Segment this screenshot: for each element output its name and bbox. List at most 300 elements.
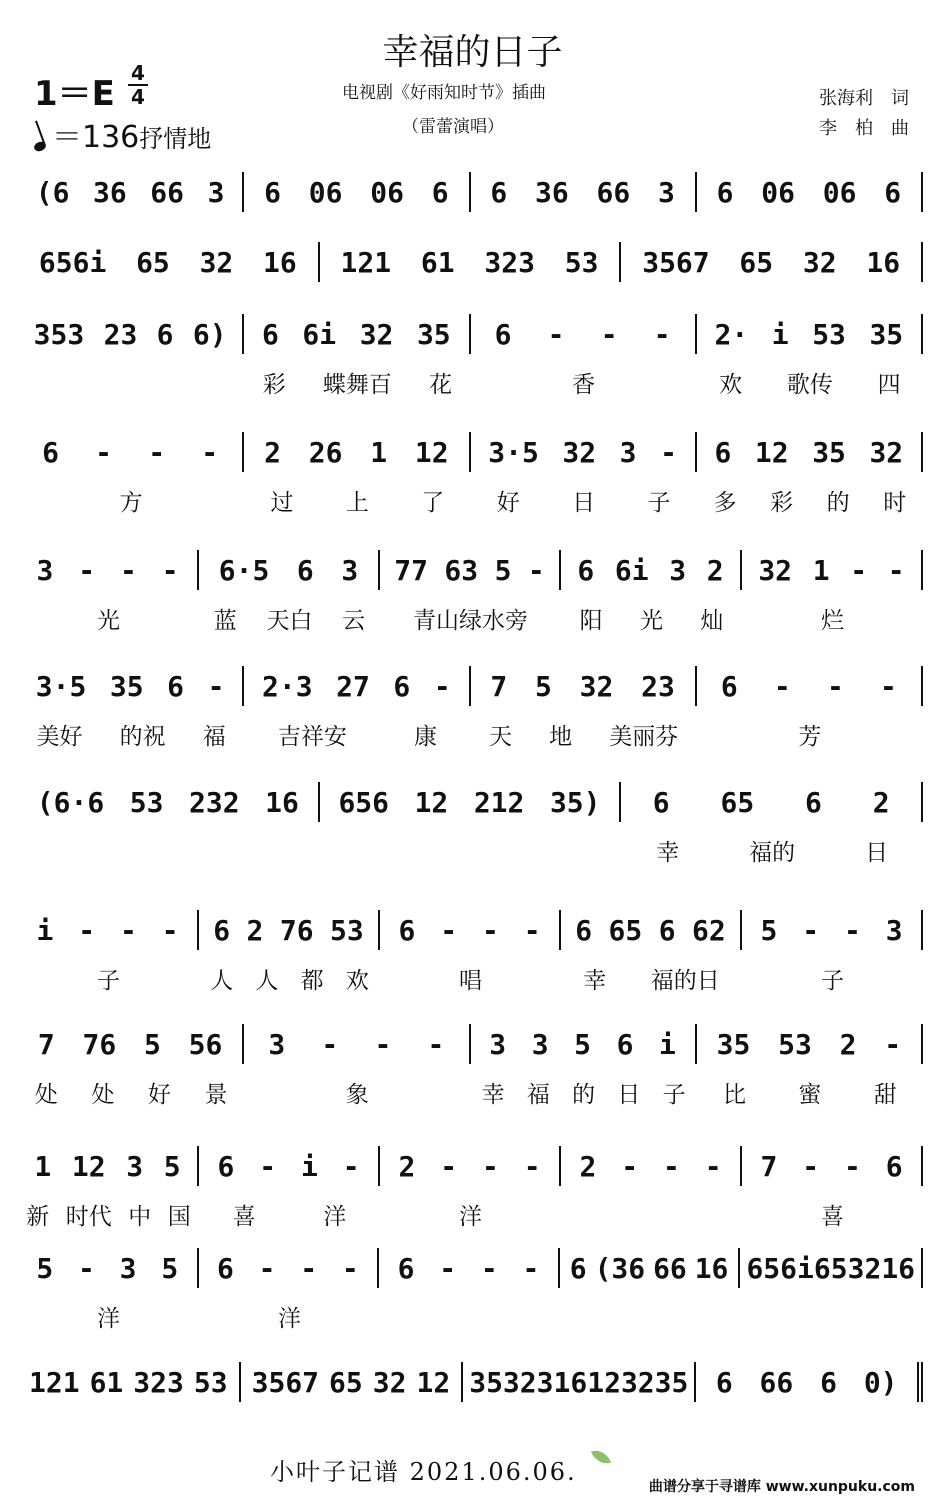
note-group: 3: [885, 913, 903, 947]
lyric-measure: [561, 1300, 742, 1333]
lyric-measure: [18, 484, 244, 517]
note-group: 1: [370, 435, 388, 469]
note-group: -: [704, 1149, 722, 1183]
lyric-word: 福的: [749, 840, 796, 866]
note-group: 12: [414, 785, 449, 819]
measure: [377, 1248, 558, 1288]
note-group: 6: [264, 175, 281, 209]
lyric-word: 福的日: [650, 968, 720, 994]
lyric-measure: [199, 1198, 380, 1231]
note-group: 1: [34, 1149, 52, 1183]
singer: （雷蕾演唱）: [402, 117, 504, 137]
lyric-measure: [471, 718, 697, 751]
lyric-word: 人: [255, 968, 279, 994]
note-group: 32: [758, 553, 793, 587]
lyric-word: 青山绿水旁: [413, 608, 528, 634]
note-group: 5: [494, 553, 512, 587]
measure: [242, 1024, 468, 1064]
note-group: 1612: [553, 1365, 621, 1399]
lyric-word: 象: [345, 1082, 369, 1108]
note-group: 6: [820, 1365, 837, 1399]
lyric-word: 国: [167, 1204, 191, 1230]
lyric-measure: [320, 834, 622, 867]
note-group: 36: [535, 175, 569, 209]
lyrics-line: [18, 834, 923, 867]
lyric-word: 幸: [583, 968, 607, 994]
note-group: -: [887, 553, 905, 587]
note-group: 6: [805, 785, 822, 819]
notes-line: [18, 1360, 923, 1404]
lyrics-line: [18, 1300, 923, 1333]
lyric-word: 天: [489, 724, 513, 750]
note-group: -: [258, 1251, 276, 1285]
note-group: -: [600, 317, 618, 351]
note-group: 23: [641, 669, 675, 703]
note-group: -: [119, 913, 137, 947]
note-group: -: [523, 1149, 541, 1183]
note-group: 3567: [251, 1365, 320, 1399]
note-group: 323: [133, 1365, 184, 1399]
note-group: 12: [754, 435, 789, 469]
note-group: 26: [308, 435, 343, 469]
note-group: 5: [535, 669, 552, 703]
note-group: 3: [669, 553, 687, 587]
note-group: 7: [760, 1149, 778, 1183]
note-group: 5: [143, 1027, 161, 1061]
note-group: 6: [716, 175, 734, 209]
note-group: 6: [714, 435, 732, 469]
note-group: 6·5: [218, 553, 270, 587]
measure: [378, 550, 559, 590]
note-group: -: [119, 553, 137, 587]
note-group: 23: [103, 317, 138, 351]
lyric-word: 彩: [770, 490, 794, 516]
note-group: 2: [872, 785, 890, 819]
note-group: 32: [562, 435, 597, 469]
note-group: 6): [192, 317, 227, 351]
note-group: 53: [193, 1365, 228, 1399]
lyric-word: 烂: [821, 608, 844, 634]
note-group: 16: [881, 1251, 916, 1285]
lyric-word: 的: [826, 490, 850, 516]
note-group: 2: [246, 913, 264, 947]
lyric-measure: [18, 834, 320, 867]
note-group: 5: [36, 1251, 54, 1285]
measure: [197, 550, 378, 590]
note-group: 7: [490, 669, 508, 703]
note-group: i: [300, 1149, 318, 1183]
note-group: 16: [263, 245, 297, 279]
note-group: 6: [42, 435, 59, 469]
score-row: [18, 312, 923, 398]
note-group: 53: [778, 1027, 812, 1061]
measure: [18, 1362, 239, 1402]
score-row: [18, 1022, 923, 1108]
notes-line: [18, 312, 923, 356]
note-group: 27: [336, 669, 370, 703]
lyric-measure: [199, 1300, 380, 1333]
measure: [18, 666, 242, 706]
lyric-word: 子: [97, 968, 120, 994]
note-group: 6: [213, 913, 231, 947]
note-group: 2: [398, 1149, 416, 1183]
note-group: 656: [338, 785, 390, 819]
note-group: 65: [720, 785, 755, 819]
lyric-measure: [18, 366, 244, 399]
note-group: -: [259, 1149, 277, 1183]
lyric-word: 人: [210, 968, 234, 994]
note-group: 6: [652, 785, 670, 819]
measure: [18, 172, 242, 212]
composer: 李 柏 曲: [819, 118, 909, 139]
note-group: -: [527, 553, 545, 587]
lyric-word: 喜: [232, 1204, 256, 1230]
measure: [242, 314, 468, 354]
score-row: [18, 664, 923, 750]
lyric-word: 日: [617, 1082, 641, 1108]
lyric-word: 光: [97, 608, 120, 634]
note-group: 12: [414, 435, 449, 469]
measure: [242, 666, 468, 706]
note-group: -: [440, 913, 458, 947]
note-group: 77: [394, 553, 428, 587]
lyric-word: 康: [413, 724, 437, 750]
lyric-measure: [244, 718, 470, 751]
note-group: 2: [264, 435, 281, 469]
note-group: -: [78, 553, 96, 587]
note-group: 06: [761, 175, 795, 209]
note-group: 121: [340, 245, 392, 279]
measure: [318, 782, 620, 822]
note-group: 1: [812, 553, 830, 587]
lyric-word: 幸: [656, 840, 680, 866]
score-row: [18, 1360, 923, 1422]
notes-line: [18, 240, 923, 284]
lyric-word: 新: [26, 1204, 50, 1230]
note-group: -: [78, 913, 96, 947]
note-group: -: [374, 1027, 392, 1061]
note-group: 5: [574, 1027, 592, 1061]
note-group: 5: [161, 1251, 179, 1285]
note-group: 6: [494, 317, 512, 351]
lyric-word: 福: [202, 724, 226, 750]
note-group: -: [481, 1149, 499, 1183]
lyric-word: 喜: [821, 1204, 844, 1230]
lyric-word: 地: [549, 724, 573, 750]
note-group: 66: [759, 1365, 794, 1399]
note-group: -: [653, 317, 671, 351]
note-group: -: [321, 1027, 339, 1061]
measure: [559, 550, 740, 590]
note-group: 6: [569, 1251, 587, 1285]
lyric-word: 美丽芬: [609, 724, 679, 750]
lyric-word: 香: [572, 372, 596, 398]
meter-bottom: 4: [128, 84, 148, 108]
note-group: 5: [163, 1149, 181, 1183]
note-group: 36: [93, 175, 127, 209]
lyrics-line: [18, 962, 923, 995]
lyric-word: 上: [345, 490, 369, 516]
lyric-measure: [199, 962, 380, 995]
lyric-measure: [244, 366, 470, 399]
note-group: 32: [359, 317, 394, 351]
lyrics-line: [18, 718, 923, 751]
lyric-word: 灿: [700, 608, 724, 634]
note-group: -: [621, 1149, 639, 1183]
lyric-word: 洋: [97, 1306, 120, 1332]
lyric-measure: [621, 834, 923, 867]
lyric-measure: [18, 1198, 199, 1231]
notes-line: [18, 1022, 923, 1066]
note-group: i: [36, 913, 54, 947]
lyric-word: 都: [300, 968, 324, 994]
lyric-word: 甜: [873, 1082, 897, 1108]
lyric-measure: [471, 366, 697, 399]
lyric-measure: [697, 366, 923, 399]
measure: [695, 172, 923, 212]
note-group: 6: [884, 175, 902, 209]
note-group: 2: [579, 1149, 597, 1183]
note-group: 61: [420, 245, 455, 279]
note-group: -: [660, 435, 677, 469]
note-group: -: [843, 913, 861, 947]
lyric-word: 好: [496, 490, 520, 516]
note-group: 6: [577, 553, 595, 587]
note-group: 53: [564, 245, 599, 279]
note-group: -: [547, 317, 565, 351]
score-row: [18, 548, 923, 634]
key-signature: 1＝E: [34, 74, 115, 114]
note-group: 3: [126, 1149, 144, 1183]
note-group: 5: [760, 913, 778, 947]
note-group: 656i: [38, 245, 107, 279]
note-group: 62: [692, 913, 726, 947]
lyric-word: 吉祥安: [277, 724, 347, 750]
lyric-word: 过: [270, 490, 294, 516]
lyric-word: 时代: [65, 1204, 112, 1230]
note-group: 06: [370, 175, 404, 209]
note-group: -: [201, 435, 219, 469]
note-group: 6: [398, 913, 416, 947]
note-group: -: [207, 669, 225, 703]
score-row: [18, 170, 923, 232]
note-group: 3: [36, 553, 54, 587]
note-group: 3567: [642, 245, 710, 279]
note-group: -: [802, 1149, 820, 1183]
lyric-word: 花: [428, 372, 452, 398]
song-title: 幸福的日子: [382, 32, 563, 73]
measure: [378, 910, 559, 950]
note-group: 353: [469, 1365, 520, 1399]
lyric-measure: [18, 962, 199, 995]
note-group: 6: [217, 1149, 235, 1183]
notes-line: [18, 1246, 923, 1290]
note-group: -: [480, 1251, 498, 1285]
score-row: [18, 780, 923, 866]
note-group: 6: [885, 1149, 903, 1183]
note-group: 56: [188, 1027, 223, 1061]
measure: [740, 1146, 923, 1186]
lyric-word: 欢: [345, 968, 369, 994]
lyric-word: 唱: [459, 968, 482, 994]
note-group: 3: [489, 1027, 507, 1061]
note-group: 6: [658, 913, 676, 947]
subtitle: 电视剧《好雨知时节》插曲: [342, 83, 546, 103]
lyric-measure: [244, 1076, 470, 1109]
lyric-word: 四: [877, 372, 901, 398]
measure: [318, 242, 620, 282]
note-group: 35: [416, 317, 451, 351]
lyrics-line: [18, 366, 923, 399]
lyric-word: 云: [342, 608, 366, 634]
note-group: 16: [265, 785, 299, 819]
lyrics-line: [18, 1198, 923, 1231]
lyric-word: 歌传: [786, 372, 833, 398]
measure: [18, 314, 242, 354]
lyric-measure: [18, 1300, 199, 1333]
note-group: 232: [189, 785, 240, 819]
lyric-word: 洋: [278, 1306, 301, 1332]
measure: [18, 1146, 197, 1186]
notes-line: [18, 1144, 923, 1188]
lyric-word: 幸: [481, 1082, 505, 1108]
note-group: 121: [29, 1365, 80, 1399]
note-group: 6i: [302, 317, 337, 351]
lyric-word: 洋: [459, 1204, 482, 1230]
note-group: 3·5: [35, 669, 87, 703]
note-group: 16: [866, 245, 901, 279]
note-group: 12: [71, 1149, 106, 1183]
note-group: (36: [594, 1251, 646, 1285]
lyric-word: 处: [91, 1082, 115, 1108]
lyric-measure: [244, 484, 470, 517]
note-group: 66: [653, 1251, 687, 1285]
note-group: 3·5: [488, 435, 539, 469]
note-group: 53: [129, 785, 164, 819]
note-group: (6·6: [36, 785, 105, 819]
note-group: -: [148, 435, 166, 469]
note-group: 6: [393, 669, 411, 703]
lyric-word: 子: [647, 490, 671, 516]
measure: [695, 432, 923, 472]
meter-top: 4: [131, 61, 145, 85]
note-group: 61: [89, 1365, 124, 1399]
lyric-measure: [742, 602, 923, 635]
measure: [18, 1248, 197, 1288]
note-group: 2·: [714, 317, 749, 351]
lyric-word: 欢: [719, 372, 743, 398]
lyric-word: 光: [639, 608, 663, 634]
note-group: -: [427, 1027, 445, 1061]
lyric-measure: [471, 1076, 697, 1109]
lyric-word: 洋: [323, 1204, 347, 1230]
note-group: 65: [739, 245, 774, 279]
score-row: [18, 1144, 923, 1230]
tempo-marking: [34, 112, 211, 156]
site-credit: 曲谱分享于寻谱库 www.xunpuku.com: [648, 1479, 915, 1495]
lyric-word: 蜜: [798, 1082, 822, 1108]
note-group: 63: [444, 553, 479, 587]
transcriber-signature: 小叶子记谱 2021.06.06.: [270, 1458, 577, 1486]
lyric-word: 好: [147, 1082, 171, 1108]
note-group: 2: [839, 1027, 857, 1061]
lyric-measure: [380, 1300, 561, 1333]
lyric-word: 了: [421, 490, 445, 516]
measure: [619, 782, 923, 822]
note-group: -: [826, 669, 844, 703]
lyrics-line: [18, 1076, 923, 1109]
lyric-measure: [561, 962, 742, 995]
measure: [619, 242, 923, 282]
lyrics-line: [18, 602, 923, 635]
note-group: -: [843, 1149, 861, 1183]
lyric-word: 中: [128, 1204, 152, 1230]
lyric-measure: [561, 602, 742, 635]
note-group: 3235: [620, 1365, 689, 1399]
note-group: 32: [579, 669, 614, 703]
note-group: 6: [715, 1365, 733, 1399]
lyric-measure: [742, 962, 923, 995]
measure: [740, 910, 923, 950]
note-group: -: [342, 1149, 360, 1183]
lyric-measure: [697, 718, 923, 751]
note-group: -: [773, 669, 791, 703]
note-group: 06: [308, 175, 343, 209]
note-group: 35: [869, 317, 904, 351]
measure: [18, 550, 197, 590]
time-signature: [128, 62, 148, 108]
note-group: 32: [847, 1251, 882, 1285]
note-group: 66: [596, 175, 631, 209]
note-group: 6: [397, 1251, 415, 1285]
lyric-measure: [697, 1076, 923, 1109]
note-group: 323: [484, 245, 535, 279]
note-group: -: [481, 913, 499, 947]
lyric-measure: [380, 1198, 561, 1231]
measure: [18, 782, 318, 822]
note-group: 35: [812, 435, 846, 469]
lyric-measure: [18, 602, 199, 635]
note-group: 6: [616, 1027, 634, 1061]
lyric-word: 景: [204, 1082, 228, 1108]
leaf-icon: [591, 1446, 611, 1468]
lyrics-line: [18, 484, 923, 517]
note-group: 3: [619, 435, 637, 469]
lyric-measure: [18, 1076, 244, 1109]
note-group: -: [662, 1149, 680, 1183]
note-group: -: [95, 435, 113, 469]
lyric-word: 的: [572, 1082, 596, 1108]
lyric-word: 美好: [36, 724, 83, 750]
note-group: -: [880, 669, 897, 703]
note-group: 6i: [614, 553, 649, 587]
lyric-word: 阳: [579, 608, 603, 634]
lyric-measure: [380, 602, 561, 635]
note-group: 35: [109, 669, 144, 703]
measure: [242, 172, 468, 212]
lyric-word: 蓝: [213, 608, 237, 634]
measure: [469, 1024, 695, 1064]
note-group: i: [659, 1027, 676, 1061]
lyric-word: 天白: [266, 608, 313, 634]
measure: [738, 1248, 923, 1288]
score-row: [18, 1246, 923, 1332]
quarter-note-icon: [33, 140, 47, 153]
note-group: i: [771, 317, 789, 351]
note-group: 32: [869, 435, 904, 469]
note-group: 6: [720, 669, 738, 703]
measure: [559, 910, 740, 950]
